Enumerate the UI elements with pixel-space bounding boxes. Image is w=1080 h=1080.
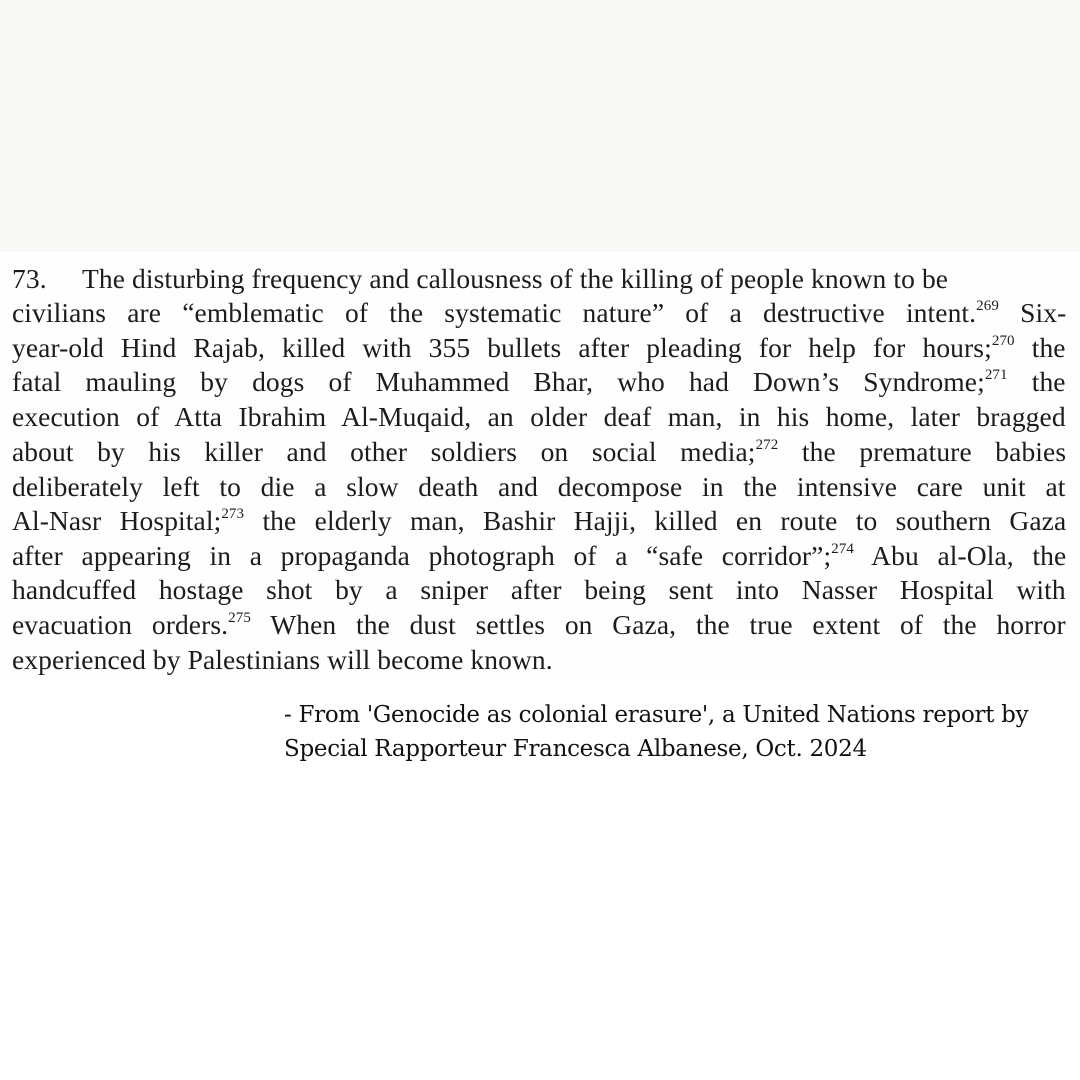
paragraph-text: civilians are “emblematic of the systematic nature” of a destructive intent.	[12, 297, 977, 328]
paragraph-text: experienced by Palestinians will become known.	[12, 644, 553, 675]
paragraph-line	[12, 573, 1066, 607]
paragraph-text: year-old Hind Rajab, killed with 355 bullets after pleading for help for hours;	[12, 332, 992, 363]
paragraph-text: When the dust settles on Gaza, the true extent of the horror	[250, 609, 1066, 640]
paragraph-text: Six-	[998, 297, 1067, 328]
footnote-ref: 271	[984, 366, 1008, 383]
attribution-line-2: Special Rapporteur Francesca Albanese, Oct. 2024	[284, 736, 867, 762]
report-excerpt	[0, 252, 1080, 682]
paragraph-text: execution of Atta Ibrahim Al-Muqaid, an older deaf man, in his home, later bragged	[12, 401, 1066, 432]
footnote-ref: 269	[976, 297, 999, 314]
footnote-ref: 272	[755, 436, 779, 453]
footnote-ref: 274	[831, 540, 855, 557]
paragraph-line	[12, 296, 1066, 330]
paragraph-line	[12, 365, 1066, 399]
paragraph-line	[12, 400, 1066, 434]
attribution-caption	[284, 698, 1064, 766]
footnote-ref: 270	[991, 332, 1015, 349]
paragraph-text: The disturbing frequency and callousness of the killing of people known to be	[82, 263, 949, 294]
paragraph-number: 73.	[12, 263, 47, 294]
paragraph-line	[12, 435, 1066, 469]
paragraph-line	[12, 504, 1066, 538]
paragraph-line	[12, 539, 1066, 573]
paragraph-text: evacuation orders.	[12, 609, 229, 640]
footnote-ref: 275	[228, 609, 251, 626]
paragraph-text: the	[1007, 366, 1066, 397]
footnote-ref: 273	[221, 505, 245, 522]
paragraph-text: about by his killer and other soldiers on social media;	[12, 436, 756, 467]
paragraph-line	[12, 331, 1066, 365]
paragraph-text: handcuffed hostage shot by a sniper after being sent into Nasser Hospital with	[12, 574, 1066, 605]
paragraph-line	[12, 262, 948, 296]
paragraph-text: deliberately left to die a slow death and decompose in the intensive care unit at	[12, 471, 1066, 502]
paragraph-line	[12, 643, 553, 677]
paragraph-text: the premature babies	[778, 436, 1067, 467]
paragraph-text: the	[1014, 332, 1066, 363]
paragraph-text: after appearing in a propaganda photograph of a “safe corridor”;	[12, 540, 832, 571]
top-blank-band	[0, 0, 1080, 252]
paragraph-text: Al-Nasr Hospital;	[12, 505, 222, 536]
paragraph-text: the elderly man, Bashir Hajji, killed en route to southern Gaza	[244, 505, 1067, 536]
paragraph-line	[12, 608, 1066, 642]
paragraph-text: fatal mauling by dogs of Muhammed Bhar, who had Down’s Syndrome;	[12, 366, 985, 397]
attribution-line-1: - From 'Genocide as colonial erasure', a United Nations report by	[284, 702, 1029, 728]
paragraph-text: Abu al-Ola, the	[854, 540, 1067, 571]
paragraph-line	[12, 470, 1066, 504]
